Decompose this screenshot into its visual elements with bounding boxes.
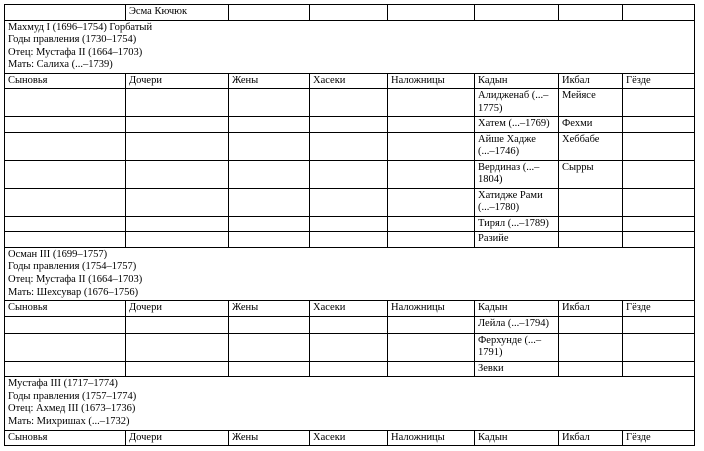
cell-sons	[5, 160, 126, 188]
cell-wives	[229, 132, 310, 160]
header-daughters: Дочери	[126, 73, 229, 89]
cell-daughters	[126, 333, 229, 361]
cell-concubines	[388, 232, 475, 248]
cell-sons	[5, 232, 126, 248]
sultan-info	[5, 247, 695, 300]
cell-daughters	[126, 89, 229, 117]
cell-sons	[5, 117, 126, 133]
cell-haseki	[310, 232, 388, 248]
cell-concubines	[388, 188, 475, 216]
header-wives: Жены	[229, 301, 310, 317]
sultan-info	[5, 20, 695, 73]
cell-concubines	[388, 216, 475, 232]
cell-wives	[229, 333, 310, 361]
sultan-mother: Мать: Михришах (...–1732)	[8, 416, 130, 428]
cell-concubines	[388, 160, 475, 188]
header-haseki: Хасеки	[310, 430, 388, 446]
cell-concubines	[388, 5, 475, 21]
header-ikbal: Икбал	[559, 73, 623, 89]
header-gozde: Гёзде	[623, 73, 695, 89]
cell-ikbal: Мейясе	[559, 89, 623, 117]
cell-ikbal: Сырры	[559, 160, 623, 188]
cell-kadyn: Айше Хадже (...–1746)	[475, 132, 559, 160]
cell-gozde	[623, 89, 695, 117]
header-kadyn: Кадын	[475, 73, 559, 89]
cell-sons	[5, 316, 126, 333]
cell-kadyn: Тирял (...–1789)	[475, 216, 559, 232]
cell-daughters: Эсма Кючюк	[126, 5, 229, 21]
table-row	[5, 117, 695, 133]
header-daughters: Дочери	[126, 301, 229, 317]
cell-haseki	[310, 216, 388, 232]
cell-kadyn	[475, 5, 559, 21]
sultan-mother: Мать: Салиха (...–1739)	[8, 59, 113, 71]
cell-sons	[5, 361, 126, 377]
cell-daughters	[126, 160, 229, 188]
cell-ikbal	[559, 5, 623, 21]
cell-ikbal	[559, 361, 623, 377]
cell-haseki	[310, 316, 388, 333]
cell-ikbal	[559, 232, 623, 248]
cell-sons	[5, 89, 126, 117]
sultan-info-row	[5, 20, 695, 73]
cell-gozde	[623, 188, 695, 216]
cell-haseki	[310, 361, 388, 377]
cell-haseki	[310, 333, 388, 361]
header-wives: Жены	[229, 73, 310, 89]
cell-sons	[5, 132, 126, 160]
header-wives: Жены	[229, 430, 310, 446]
header-gozde: Гёзде	[623, 430, 695, 446]
header-haseki: Хасеки	[310, 73, 388, 89]
cell-sons	[5, 5, 126, 21]
cell-haseki	[310, 117, 388, 133]
cell-gozde	[623, 232, 695, 248]
cell-concubines	[388, 361, 475, 377]
header-kadyn: Кадын	[475, 301, 559, 317]
header-row	[5, 73, 695, 89]
table-row	[5, 188, 695, 216]
sultan-father: Отец: Мустафа II (1664–1703)	[8, 274, 143, 286]
cell-kadyn: Зевки	[475, 361, 559, 377]
header-gozde: Гёзде	[623, 301, 695, 317]
cell-sons	[5, 333, 126, 361]
header-row	[5, 301, 695, 317]
cell-wives	[229, 232, 310, 248]
cell-daughters	[126, 188, 229, 216]
cell-kadyn: Хатидже Рами (...–1780)	[475, 188, 559, 216]
cell-concubines	[388, 89, 475, 117]
cell-concubines	[388, 333, 475, 361]
cell-gozde	[623, 117, 695, 133]
cell-wives	[229, 160, 310, 188]
table-row	[5, 216, 695, 232]
header-kadyn: Кадын	[475, 430, 559, 446]
cell-haseki	[310, 5, 388, 21]
sultan-info-row	[5, 377, 695, 430]
header-haseki: Хасеки	[310, 301, 388, 317]
cell-gozde	[623, 132, 695, 160]
header-daughters: Дочери	[126, 430, 229, 446]
cell-daughters	[126, 216, 229, 232]
cell-ikbal	[559, 333, 623, 361]
sultan-reign: Годы правления (1730–1754)	[8, 34, 137, 46]
sultan-info	[5, 377, 695, 430]
cell-kadyn: Разийе	[475, 232, 559, 248]
cell-gozde	[623, 316, 695, 333]
cell-wives	[229, 216, 310, 232]
cell-daughters	[126, 132, 229, 160]
header-sons: Сыновья	[5, 301, 126, 317]
table-row	[5, 5, 695, 21]
table-row	[5, 132, 695, 160]
cell-daughters	[126, 232, 229, 248]
sultan-father: Отец: Ахмед III (1673–1736)	[8, 403, 136, 415]
cell-ikbal: Хеббабе	[559, 132, 623, 160]
cell-kadyn: Алидженаб (...–1775)	[475, 89, 559, 117]
header-ikbal: Икбал	[559, 430, 623, 446]
cell-gozde	[623, 216, 695, 232]
cell-ikbal	[559, 316, 623, 333]
table-row	[5, 160, 695, 188]
cell-daughters	[126, 316, 229, 333]
sultan-reign: Годы правления (1754–1757)	[8, 261, 137, 273]
cell-ikbal: Фехми	[559, 117, 623, 133]
header-ikbal: Икбал	[559, 301, 623, 317]
cell-kadyn: Вердиназ (...–1804)	[475, 160, 559, 188]
header-sons: Сыновья	[5, 430, 126, 446]
sultan-mother: Мать: Шехсувар (1676–1756)	[8, 286, 139, 298]
cell-haseki	[310, 89, 388, 117]
cell-kadyn: Ферхунде (...–1791)	[475, 333, 559, 361]
cell-gozde	[623, 333, 695, 361]
header-row	[5, 430, 695, 446]
cell-wives	[229, 117, 310, 133]
cell-ikbal	[559, 188, 623, 216]
sultan-reign: Годы правления (1757–1774)	[8, 390, 137, 402]
cell-haseki	[310, 132, 388, 160]
cell-gozde	[623, 361, 695, 377]
cell-haseki	[310, 160, 388, 188]
table-row	[5, 361, 695, 377]
sultan-info-row	[5, 247, 695, 300]
cell-sons	[5, 188, 126, 216]
cell-ikbal	[559, 216, 623, 232]
header-sons: Сыновья	[5, 73, 126, 89]
cell-daughters	[126, 117, 229, 133]
cell-kadyn: Лейла (...–1794)	[475, 316, 559, 333]
harem-table	[4, 4, 695, 446]
cell-gozde	[623, 5, 695, 21]
cell-gozde	[623, 160, 695, 188]
cell-haseki	[310, 188, 388, 216]
header-concubines: Наложницы	[388, 430, 475, 446]
header-concubines: Наложницы	[388, 301, 475, 317]
sultan-name: Махмуд I (1696–1754) Горбатый	[8, 21, 153, 33]
cell-wives	[229, 188, 310, 216]
cell-wives	[229, 89, 310, 117]
cell-wives	[229, 316, 310, 333]
table-row	[5, 333, 695, 361]
cell-wives	[229, 5, 310, 21]
table-row	[5, 316, 695, 333]
cell-daughters	[126, 361, 229, 377]
sultan-name: Осман III (1699–1757)	[8, 248, 108, 260]
table-row	[5, 232, 695, 248]
table-row	[5, 89, 695, 117]
cell-kadyn: Хатем (...–1769)	[475, 117, 559, 133]
cell-concubines	[388, 316, 475, 333]
cell-wives	[229, 361, 310, 377]
cell-concubines	[388, 132, 475, 160]
sultan-father: Отец: Мустафа II (1664–1703)	[8, 46, 143, 58]
cell-sons	[5, 216, 126, 232]
cell-concubines	[388, 117, 475, 133]
header-concubines: Наложницы	[388, 73, 475, 89]
sultan-name: Мустафа III (1717–1774)	[8, 378, 118, 390]
